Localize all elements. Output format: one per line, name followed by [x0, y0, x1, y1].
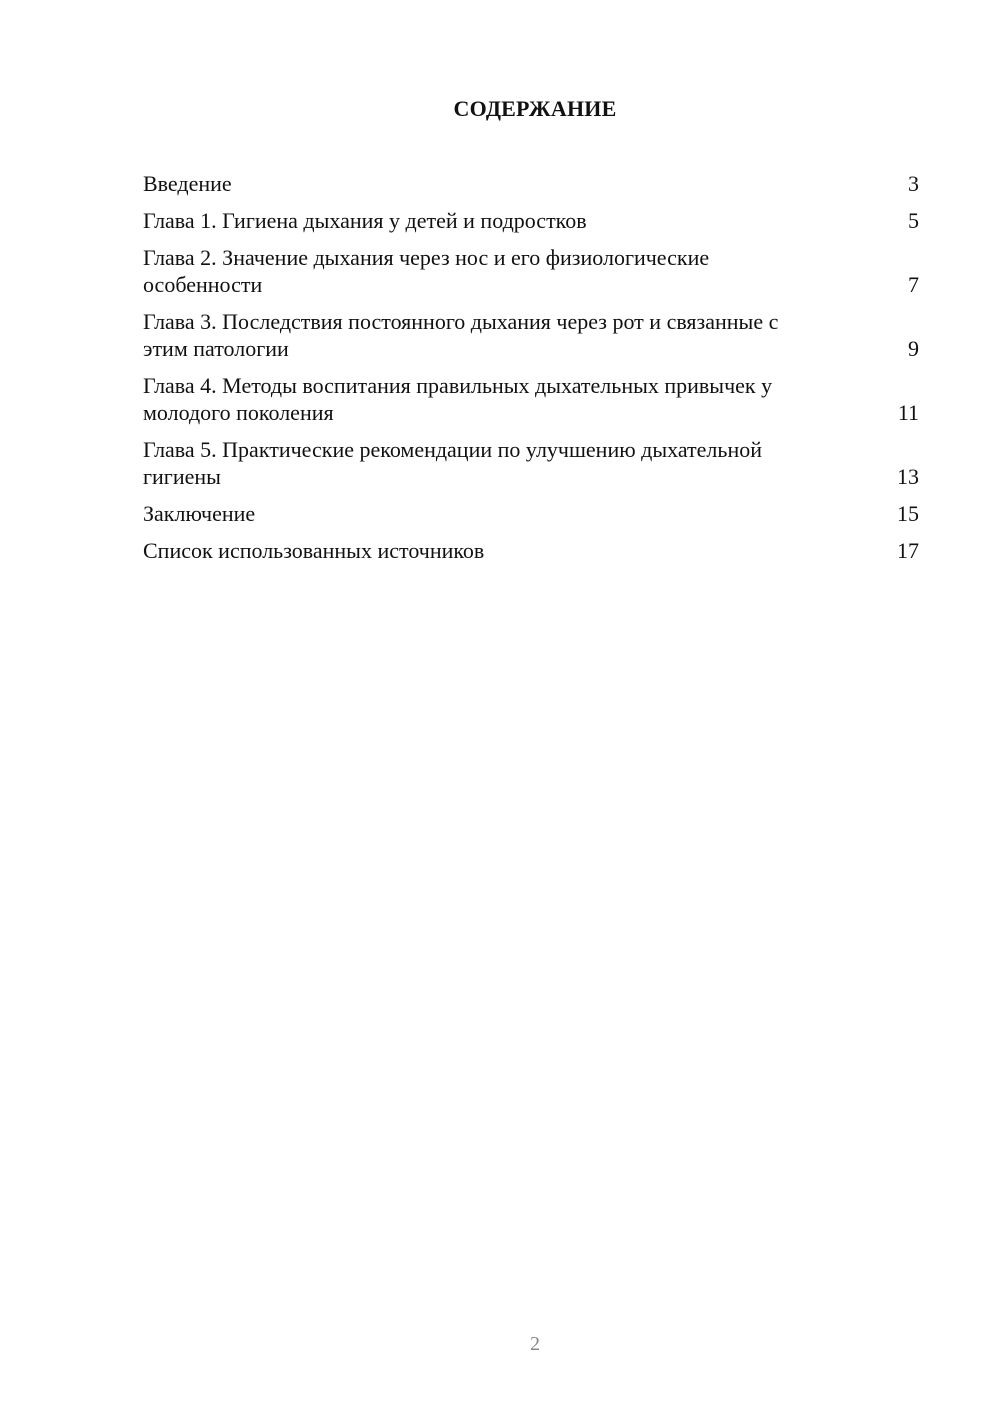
toc-entry-page: 9 [908, 336, 919, 361]
toc-entry-chapter-4[interactable] [143, 372, 919, 426]
toc-entry-page: 11 [897, 400, 919, 425]
page-title: СОДЕРЖАНИЕ [453, 96, 617, 121]
toc-entry-text: Глава 3. Последствия постоянного дыхания через рот и связанные с этим патологии [143, 309, 779, 361]
toc-entry-text: Глава 1. Гигиена дыхания у детей и подростков [143, 208, 587, 233]
toc-entry-conclusion[interactable] [143, 500, 919, 527]
toc-entry-page: 13 [897, 464, 919, 489]
toc-entry-chapter-1[interactable] [143, 207, 919, 234]
toc-entry-introduction[interactable] [143, 170, 919, 197]
toc-entry-page: 5 [908, 208, 919, 233]
toc-entry-text: Глава 4. Методы воспитания правильных дыхательных привычек у молодого поколения [143, 373, 773, 425]
toc-entry-page: 3 [908, 171, 919, 196]
toc-entry-page: 7 [908, 272, 919, 297]
toc-entry-text: Введение [143, 171, 232, 196]
toc-entry-text: Заключение [143, 501, 256, 526]
table-of-contents [143, 170, 919, 574]
toc-entry-chapter-5[interactable] [143, 436, 919, 490]
toc-entry-page: 15 [897, 501, 919, 526]
toc-entry-text: Глава 2. Значение дыхания через нос и его физиологические особенности [143, 245, 710, 297]
toc-entry-text: Глава 5. Практические рекомендации по улучшению дыхательной гигиены [143, 437, 762, 489]
page-number: 2 [530, 1333, 540, 1355]
toc-entry-chapter-2[interactable] [143, 244, 919, 298]
toc-entry-references[interactable] [143, 537, 919, 564]
toc-entry-page: 17 [897, 538, 919, 563]
toc-entry-chapter-3[interactable] [143, 308, 919, 362]
toc-entry-text: Список использованных источников [143, 538, 485, 563]
